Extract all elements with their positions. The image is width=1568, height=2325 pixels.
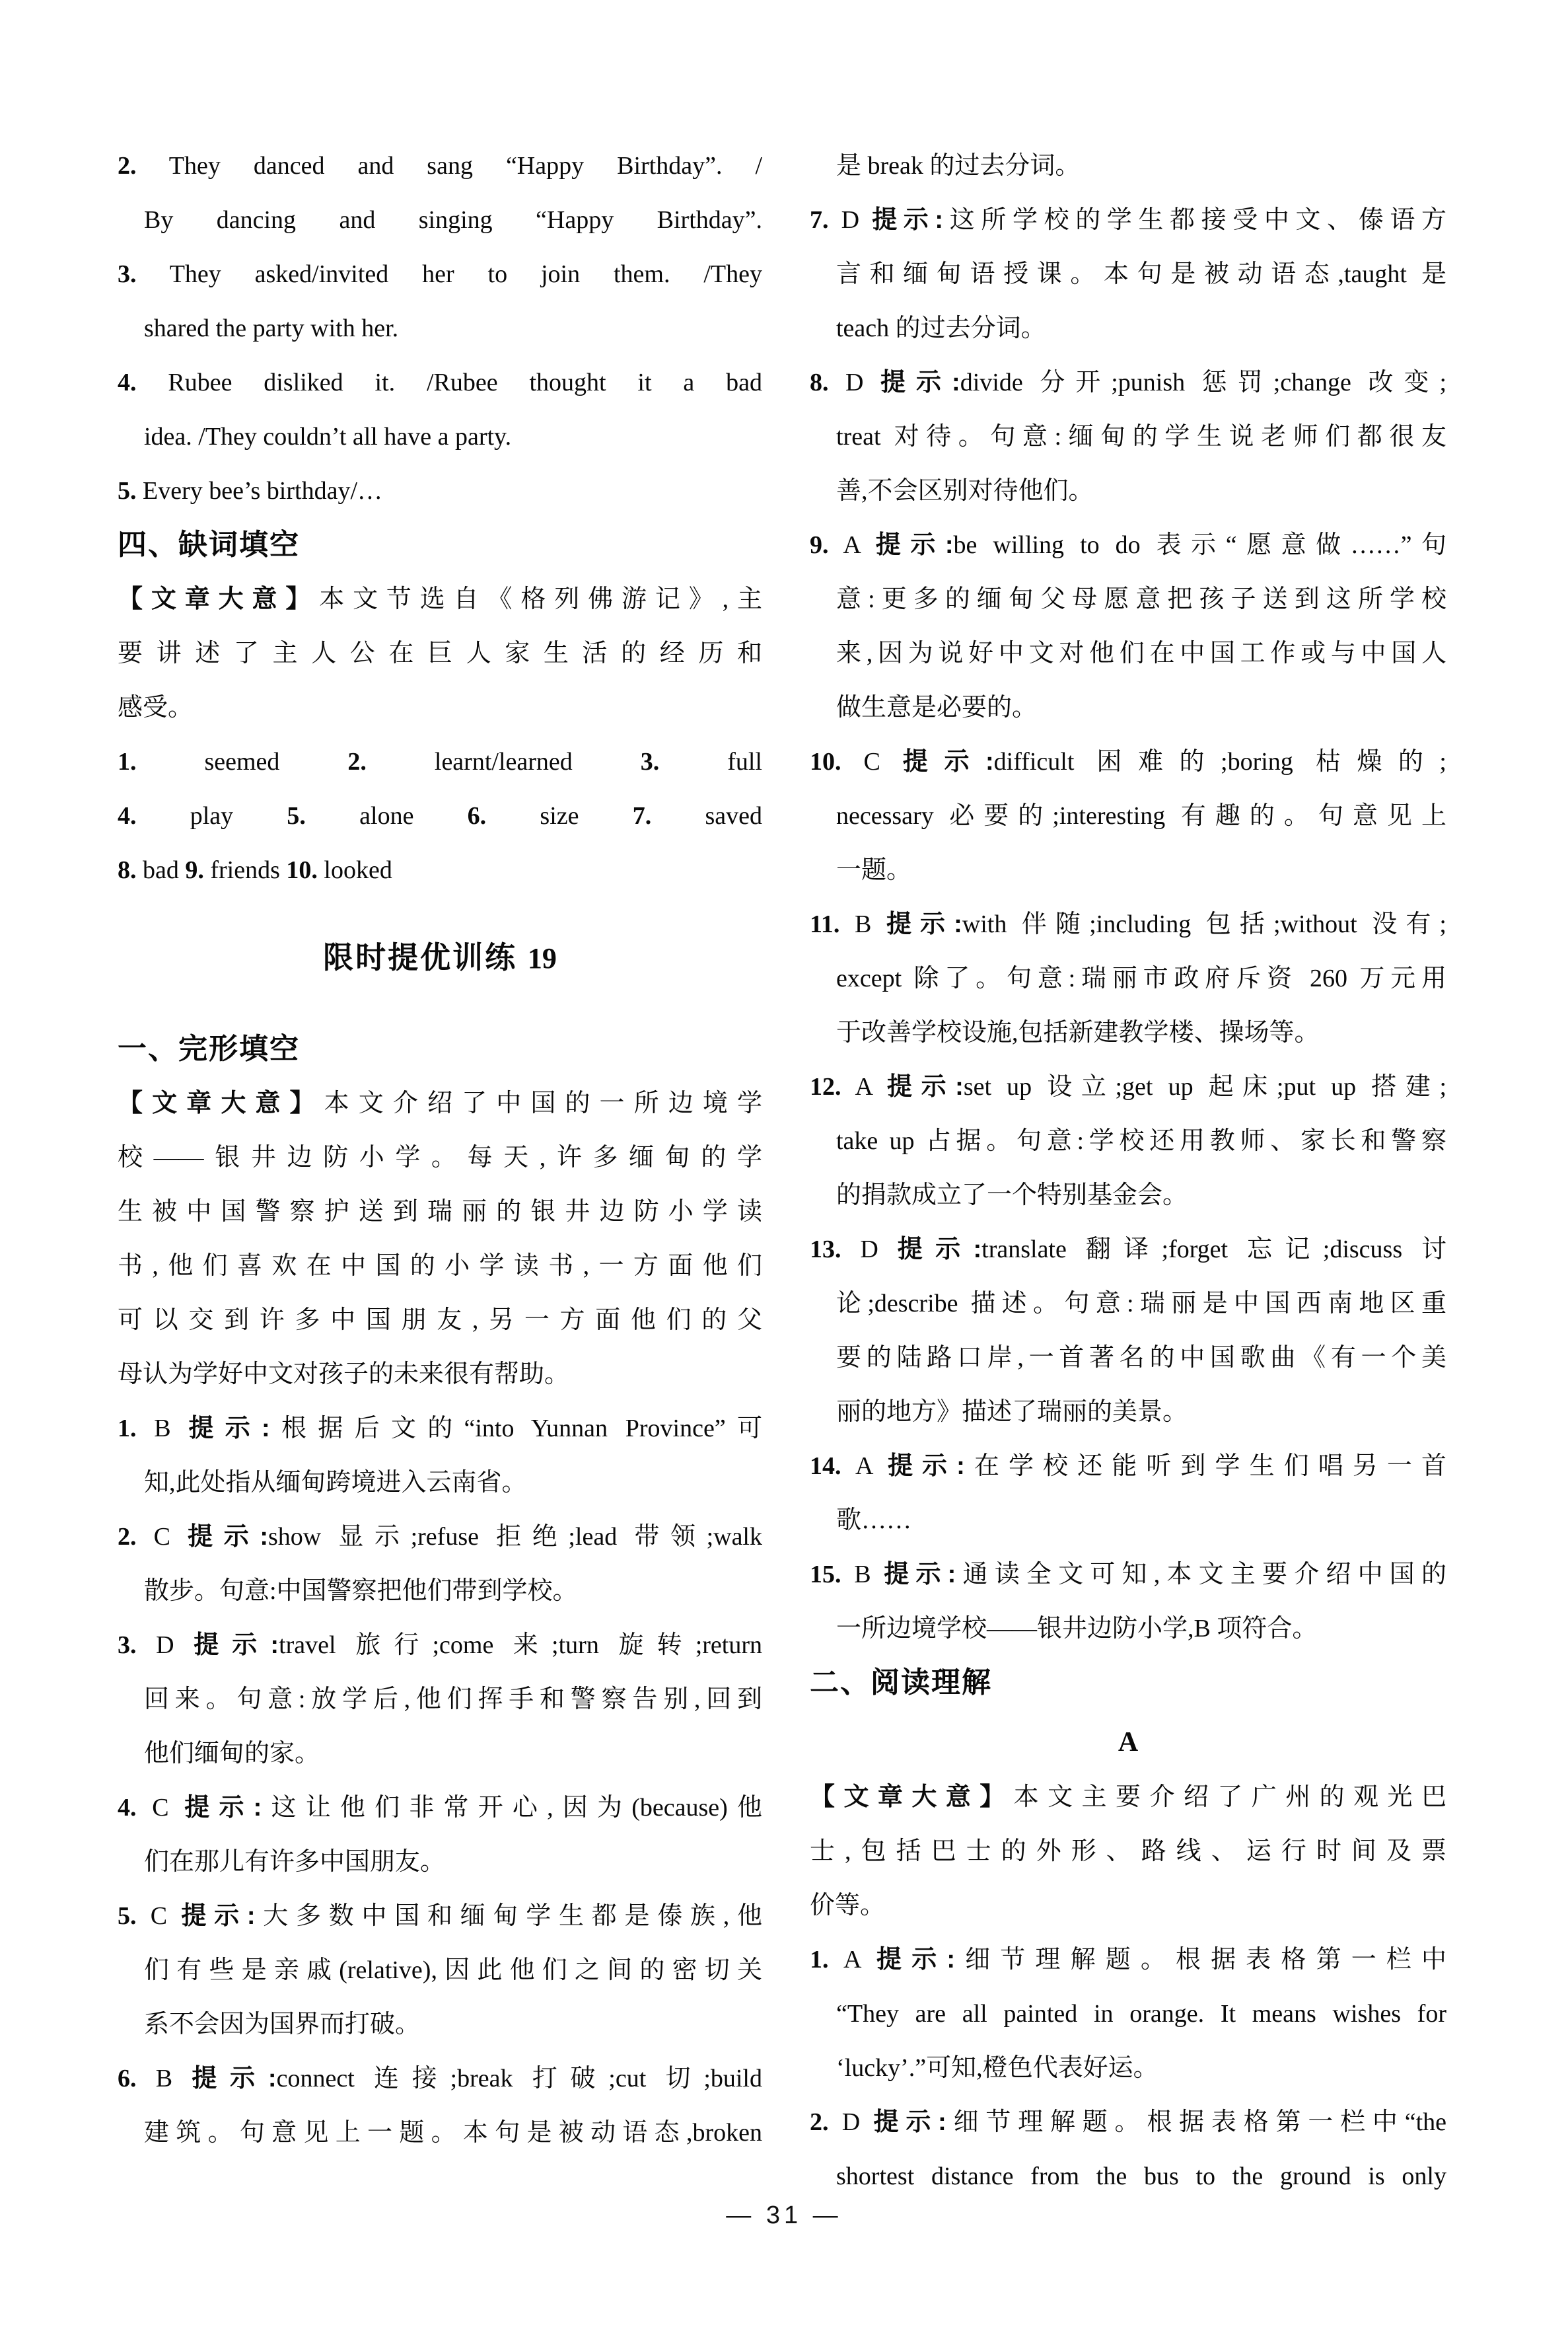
text-line: 【文章大意】本文主要介绍了广州的观光巴 xyxy=(810,1783,1446,1811)
text-line: 们在那儿有许多中国朋友。 xyxy=(144,1848,446,1876)
text-line: 【文章大意】本文节选自《格列佛游记》,主 xyxy=(118,585,762,613)
text-line: 善,不会区别对待他们。 xyxy=(836,477,1094,505)
text-line: teach 的过去分词。 xyxy=(836,314,1046,342)
text-line: 8. bad 9. friends 10. looked xyxy=(118,856,392,884)
passage-label: A xyxy=(1118,1727,1139,1757)
text-line: 可以交到许多中国朋友,另一方面他们的父 xyxy=(118,1306,762,1334)
text-line: 3. They asked/invited her to join them. /They xyxy=(118,260,762,288)
text-line: By dancing and singing “Happy Birthday”. xyxy=(144,206,762,234)
text-line: 5. Every bee’s birthday/… xyxy=(118,477,383,505)
text-line: 书,他们喜欢在中国的小学读书,一方面他们 xyxy=(118,1252,762,1280)
text-line: 来,因为说好中文对他们在中国工作或与中国人 xyxy=(836,640,1446,667)
text-line: 价等。 xyxy=(810,1892,886,1919)
text-line: 意:更多的缅甸父母愿意把孩子送到这所学校 xyxy=(836,585,1446,613)
text-line: 8. D 提示:divide 分开;punish 惩罚;change 改变; xyxy=(810,369,1446,396)
text-line: except 除了。句意:瑞丽市政府斥资 260 万元用 xyxy=(836,965,1446,992)
section-heading: 四、缺词填空 xyxy=(118,529,300,561)
text-line: 1. A 提示:细节理解题。根据表格第一栏中 xyxy=(810,1946,1447,1974)
text-line: 感受。 xyxy=(118,694,194,721)
left-column xyxy=(118,139,762,2160)
text-line: 们有些是亲戚(relative),因此他们之间的密切关 xyxy=(144,1956,762,1984)
text-line: 3. D 提示:travel 旅行;come 来;turn 旋转;return xyxy=(118,1631,762,1659)
text-line: 做生意是必要的。 xyxy=(836,694,1038,721)
exercise-set-title: 限时提优训练 19 xyxy=(323,940,557,975)
text-line: 9. A 提示:be willing to do 表示“愿意做……”句 xyxy=(810,531,1447,559)
right-column xyxy=(810,139,1446,2203)
text-line: 4. C 提示:这让他们非常开心,因为(because)他 xyxy=(118,1794,762,1822)
text-line: 建筑。句意见上一题。本句是被动语态,broken xyxy=(144,2119,762,2147)
text-line: 12. A 提示:set up 设立;get up 起床;put up 搭建; xyxy=(810,1073,1446,1101)
text-line: 生被中国警察护送到瑞丽的银井边防小学读 xyxy=(118,1198,762,1226)
text-line: 是 break 的过去分词。 xyxy=(836,152,1081,180)
text-line: treat 对待。句意:缅甸的学生说老师们都很友 xyxy=(836,423,1446,451)
text-line: 5. C 提示:大多数中国和缅甸学生都是傣族,他 xyxy=(118,1902,762,1930)
text-line: 2. C 提示:show 显示;refuse 拒绝;lead 带领;walk xyxy=(118,1523,762,1551)
text-line: 1. seemed 2. learnt/learned 3. full xyxy=(118,748,762,776)
text-line: 13. D 提示:translate 翻译;forget 忘记;discuss 讨 xyxy=(810,1236,1446,1263)
text-line: 6. B 提示:connect 连接;break 打破;cut 切;build xyxy=(118,2065,762,2092)
text-line: 于改善学校设施,包括新建教学楼、操场等。 xyxy=(836,1019,1320,1047)
text-line: 要讲述了主人公在巨人家生活的经历和 xyxy=(118,640,762,667)
text-line: 10. C 提示:difficult 困难的;boring 枯燥的; xyxy=(810,748,1446,776)
text-line: 知,此处指从缅甸跨境进入云南省。 xyxy=(144,1469,527,1496)
text-line: ‘lucky’.”可知,橙色代表好运。 xyxy=(836,2054,1158,2082)
text-line: 一所边境学校——银井边防小学,B 项符合。 xyxy=(836,1615,1318,1642)
text-line: 7. D 提示:这所学校的学生都接受中文、傣语方 xyxy=(810,206,1446,234)
text-line: 要的陆路口岸,一首著名的中国歌曲《有一个美 xyxy=(836,1344,1446,1372)
text-line: 的捐款成立了一个特别基金会。 xyxy=(836,1181,1188,1209)
text-line: 1. B 提示:根据后文的“into Yunnan Province”可 xyxy=(118,1415,762,1442)
text-line: 4. Rubee disliked it. /Rubee thought it a bad xyxy=(118,369,762,396)
text-line: 歌…… xyxy=(836,1506,912,1534)
text-line: 4. play 5. alone 6. size 7. saved xyxy=(118,802,762,830)
text-line: shortest distance from the bus to the ground is only xyxy=(836,2162,1446,2190)
text-line: 11. B 提示:with 伴随;including 包括;without 没有; xyxy=(810,910,1446,938)
text-line: 回来。句意:放学后,他们挥手和警察告别,回到 xyxy=(144,1685,762,1713)
text-line: idea. /They couldn’t all have a party. xyxy=(144,423,512,451)
text-line: 校——银井边防小学。每天,许多缅甸的学 xyxy=(118,1144,762,1171)
text-line: “They are all painted in orange. It means wishes for xyxy=(836,2000,1446,2028)
text-line: 他们缅甸的家。 xyxy=(144,1740,320,1767)
section-heading: 二、阅读理解 xyxy=(810,1666,992,1699)
text-line: 2. D 提示:细节理解题。根据表格第一栏中“the xyxy=(810,2108,1446,2136)
text-line: 言和缅甸语授课。本句是被动语态,taught 是 xyxy=(836,260,1446,288)
text-line: 士,包括巴士的外形、路线、运行时间及票 xyxy=(810,1837,1446,1865)
text-line: 15. B 提示:通读全文可知,本文主要介绍中国的 xyxy=(810,1561,1446,1588)
text-line: 【文章大意】本文介绍了中国的一所边境学 xyxy=(118,1089,762,1117)
text-line: 母认为学好中文对孩子的未来很有帮助。 xyxy=(118,1360,570,1388)
text-line: 一题。 xyxy=(836,856,912,884)
text-line: 散步。句意:中国警察把他们带到学校。 xyxy=(144,1577,578,1605)
text-line: 2. They danced and sang “Happy Birthday”. / xyxy=(118,152,762,180)
text-line: 14. A 提示:在学校还能听到学生们唱另一首 xyxy=(810,1452,1447,1480)
text-line: necessary 必要的;interesting 有趣的。句意见上 xyxy=(836,802,1446,830)
section-heading: 一、完形填空 xyxy=(118,1033,300,1065)
text-line: 论;describe 描述。句意:瑞丽是中国西南地区重 xyxy=(836,1290,1446,1317)
text-line: 丽的地方》描述了瑞丽的美景。 xyxy=(836,1398,1188,1426)
text-line: shared the party with her. xyxy=(144,314,399,342)
text-line: take up 占据。句意:学校还用教师、家长和警察 xyxy=(836,1127,1446,1155)
page-number: — 31 — xyxy=(726,2201,842,2229)
text-line: 系不会因为国界而打破。 xyxy=(144,2011,421,2038)
